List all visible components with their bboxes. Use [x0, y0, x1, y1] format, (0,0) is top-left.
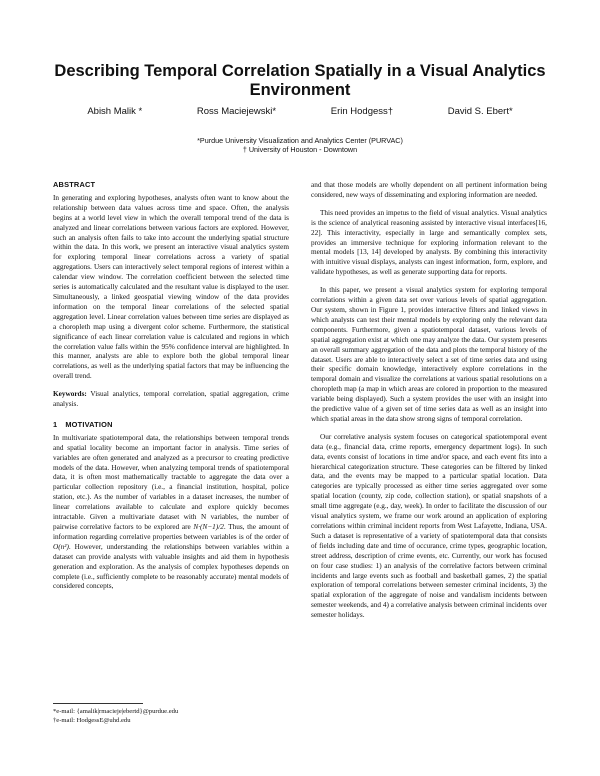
author: Ross Maciejewski*	[196, 106, 277, 117]
section-title: MOTIVATION	[65, 419, 113, 429]
formula: O(n²)	[53, 542, 69, 551]
affiliation: † University of Houston - Downtown	[242, 145, 358, 154]
motivation-text: . Thus, the amount of information regarding correlative properties between variables is of the order of	[53, 523, 290, 541]
body-paragraph: and that those models are wholly dependent on all pertinent information being considered, new ways of disseminating and exploring information are needed.	[311, 181, 547, 199]
right-column	[311, 181, 547, 621]
motivation-paragraph	[53, 434, 289, 593]
keywords-label: Keywords:	[53, 390, 87, 399]
section-number: 1	[53, 419, 58, 429]
section-heading	[53, 420, 289, 430]
keywords	[53, 390, 289, 410]
author-list	[60, 106, 540, 117]
footnote: *e-mail: {amalik|rmacieje|ebertd}@purdue.edu	[53, 708, 179, 715]
formula: N·(N−1)/2	[193, 523, 224, 531]
body-paragraph: This need provides an impetus to the field of visual analytics. Visual analytics is the science of analytical reasoning assisted by interactive visual interfaces[16, 22]. This interactivity, especially in large and semantically complex sets, provides an immersive technique for exploring information relevant to the mental models [13, 14] developed by analysts. By combining this interactivity with intuitive visual displays, analysts can ingest information, form, explore, and validate hypotheses, as well as generate supporting data for reports.	[311, 208, 547, 277]
footnote-divider	[53, 703, 143, 704]
keywords-text: Visual analytics, temporal correlation, spatial aggregation, crime analysis.	[53, 390, 289, 409]
motivation-text: . However, understanding the relationships between variables within a dataset can provide analysts with valuable insights and aid them in hypothesis generation and exploration. As the analysis of complex hypotheses depends on complete (i.e., sufficiently complete to be reasonably accurate) mental models of considered concepts,	[53, 542, 289, 591]
abstract-heading: ABSTRACT	[53, 180, 96, 189]
body-paragraph: Our correlative analysis system focuses on categorical spatiotemporal event data (e.g., financial data, crime reports, emergency department logs). In such data, events consist of locations in time and/or space, and each event fits into a hierarchical categorization structure. These categories can be filtered by linked data, and the events may be mapped to a particular spatial location. Data categories are typically processed as either time series aggregated over some spatial location (county, zip code, collection station), or spatial snapshots of a small time aggregate (e.g., day, week). In order to facilitate the discussion of our visual analytics system, we frame our work around an application of exploring correlations within criminal incident reports from West Lafayette, Indiana, USA. Such a dataset is representative of a variety of spatiotemporal data that consists of fields including date and time of occurance, crime types, geographic location, street address, description of crime events, etc. Currently, our work has focused on four case studies: 1) an analysis of the correlative factors between criminal incidents and large events such as football and basketball games, 2) the spatial exploration of temporal correlations between semester criminal incidents, 3) the spatial exploration of the aggregate of noise and vandalism incidents between semester weekends, and 4) a correlative analysis between criminal incidents over semester holidays.	[311, 432, 547, 620]
left-column	[53, 180, 289, 592]
abstract-text: In generating and exploring hypotheses, analysts often want to know about the relationship between data values across time and space. Often, the analysis begins at a world level view in which the overall temporal trend of the data is analyzed and linear correlations between various factors are explored. However, such an analysis often fails to take into account the underlying spatial structure within the data. In this work, we present an interactive visual analytics system for exploring temporal linear correlations across a variety of spatial aggregations. Users can interactively select temporal regions of interest within a calendar view window. The correlation coefficient between the selected time series is automatically calculated and the resultant value is displayed to the user. Simultaneously, a linked geospatial viewing window of the data provides information on the temporal linear correlations of the selected spatial aggregation level. Linear correlation values between time series are displayed as a choropleth map using a divergent color scheme. Furthermore, the statistical significance of each linear correlation value is calculated and regions in which the correlation value falls within the 95% confidence interval are highlighted. In this manner, analysts are able to explore both the global temporal linear correlations, as well as the underlying spatial factors that may be influencing the overall trend.	[53, 193, 289, 381]
body-paragraph: In this paper, we present a visual analytics system for exploring temporal correlations within a given data set over various levels of spatial aggregation. Our system, shown in Figure 1, provides interactive filters and linked views in which analysts can test their mental models by exploring only the relevant data components. Furthermore, given a spatiotemporal dataset, various levels of spatial aggregation exist at which one may analyze the data. Our system presents an overall summary aggregation of the data and plots the temporal history of the dataset. Users are able to interactively select a set of time series data and using their specific domain knowledge, interactively explore correlations in the temporal domain and visualize the correlations at various spatial resolutions on a choropleth map (a map in which areas are colored in proportion to the measured variable being displayed). Such a system provides the user with an insight into the predictive value of a given set of time series data as well as an insight into which spatial areas in the data show strong signs of temporal correlation.	[311, 286, 547, 423]
author: Abish Malik *	[87, 106, 143, 117]
author: Erin Hodgess†	[330, 106, 394, 117]
motivation-text: In multivariate spatiotemporal data, the relationships between temporal trends and spatial locality become an important factor in analysis. Time series of variables are often generated and analyzed as a precursor to creating predictive models of the data. However, when analyzing temporal trends of spatiotemporal data, it is often most mathematically tractable to aggregate the data over a particular collection repository (i.e., a financial institution, hospital, police station, etc.). As the number of variables in a dataset increases, the number of linear correlations available to calculate and explore quickly becomes intractable. Given a multivariate dataset with N variables, the number of pairwise correlative factors to be explored are	[53, 433, 289, 531]
affiliation: *Purdue University Visualization and Analytics Center (PURVAC)	[197, 136, 403, 145]
footnotes	[53, 707, 289, 725]
paper-title: Describing Temporal Correlation Spatially in a Visual Analytics Environment	[54, 62, 546, 99]
footnote: †e-mail: HodgessE@uhd.edu	[53, 717, 131, 724]
author: David S. Ebert*	[447, 106, 513, 117]
